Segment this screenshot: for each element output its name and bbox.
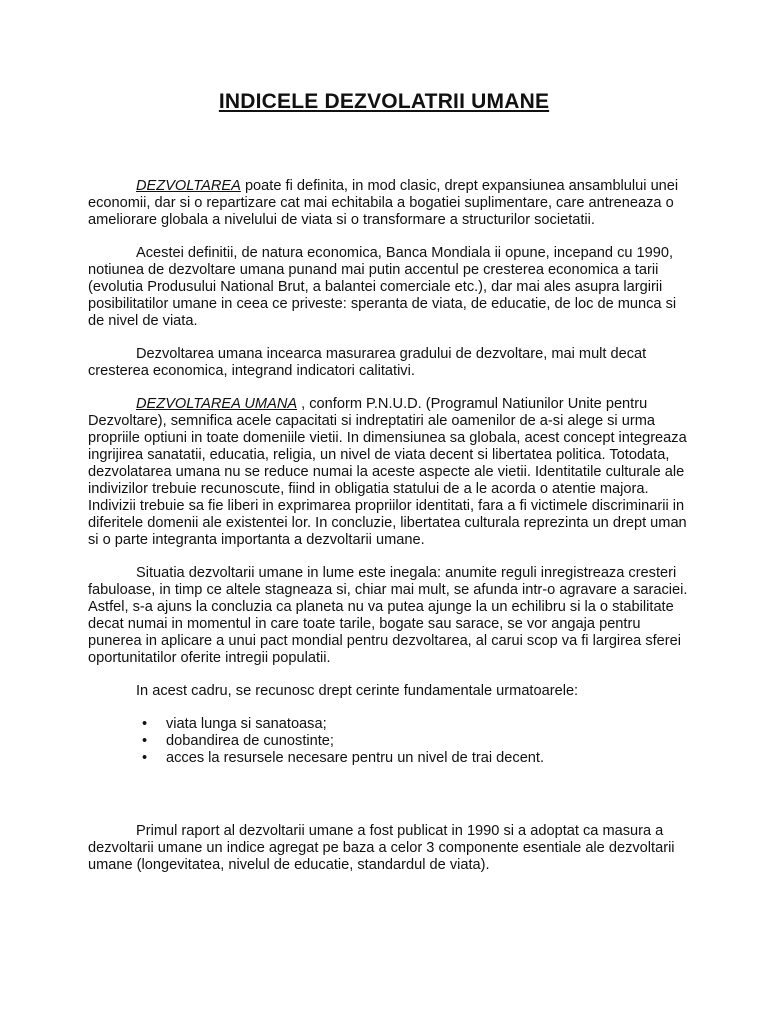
page-title: INDICELE DEZVOLATRII UMANE xyxy=(218,90,550,113)
term-dezvoltarea: DEZVOLTAREA xyxy=(136,178,241,194)
paragraph-cerinte-intro: In acest cadru, se recunosc drept cerinte fundamentale urmatoarele: xyxy=(136,683,579,699)
paragraph-dezvoltarea-umana xyxy=(88,396,688,549)
paragraph-text: poate fi definita, in mod clasic, drept expansiunea ansamblului unei economii, dar si o repartizare cat mai echitabila a bogatiei suplimentare, care antreneaza o ameliorare globala a nivelului de viata si o transformare a structurilor societatii. xyxy=(88,178,679,228)
document-body xyxy=(88,178,688,890)
list-item-text: acces la resursele necesare pentru un nivel de trai decent. xyxy=(166,750,545,766)
paragraph-banca-mondiala: Acestei definitii, de natura economica, Banca Mondiala ii opune, incepand cu 1990, notiunea de dezvoltare umana punand mai putin accentul pe cresterea economica a tarii (evolutia Produsului National Brut, a balantei comerciale etc.), dar mai ales asupra largirii posibilitatilor umane in ceea ce priveste: speranta de viata, de educatie, de loc de munca si de nivel de viata. xyxy=(88,245,677,329)
list-item xyxy=(88,733,688,750)
list-item xyxy=(88,716,688,733)
term-dezvoltarea-umana: DEZVOLTAREA UMANA xyxy=(136,396,298,412)
bullet-icon: • xyxy=(142,716,148,732)
paragraph-primul-raport: Primul raport al dezvoltarii umane a fost publicat in 1990 si a adoptat ca masura a dezvoltarii umane un indice agregat pe baza a celor 3 componente esentiale ale dezvoltarii umane (longevitatea, nivelul de educatie, standardul de viata). xyxy=(88,823,675,873)
paragraph-masurare: Dezvoltarea umana incearca masurarea gradului de dezvoltare, mai mult decat cresterea economica, integrand indicatori calitativi. xyxy=(88,346,647,379)
paragraph-situatia: Situatia dezvoltarii umane in lume este inegala: anumite reguli inregistreaza cresteri fabuloase, in timp ce altele stagneaza si, chiar mai mult, se afunda intr-o agravare a saraciei. Astfel, s-a ajuns la concluzia ca planeta nu va putea ajunge la un echilibru si la o stabilitate decat numai in momentul in care toate tarile, bogate sau sarace, se vor angaja pentru punerea in aplicare a unui pact mondial pentru dezvoltarea, al carui scop va fi largirea sferei oportunitatilor oferite intregii populatii. xyxy=(88,565,688,666)
bullet-icon: • xyxy=(142,733,148,749)
bullet-icon: • xyxy=(142,750,148,766)
paragraph-dezvoltarea xyxy=(88,178,688,229)
list-item-text: viata lunga si sanatoasa; xyxy=(166,716,327,732)
list-item xyxy=(88,750,688,767)
spacer xyxy=(88,783,688,823)
requirements-list xyxy=(88,716,688,767)
paragraph-text: , conform P.N.U.D. (Programul Natiunilor Unite pentru Dezvoltare), semnifica acele capacitati si indreptatiri ale oamenilor de a-si alege si urma propriile optiuni in toate domeniile vietii. In dimensiunea sa globala, acest concept integreaza ingrijirea sanatatii, educatia, religia, un nivel de viata decent si libertatea politica. Totodata, dezvolatarea umana nu se reduce numai la aceste aspecte ale vietii. Identitatile culturale ale indivizilor trebuie recunoscute, fiind in obligatia statului de a le acorda o atentie majora. Indivizii trebuie sa fie liberi in exprimarea propriilor identitati, fara a fi victimele discriminarii in diferitele domenii ale existentei lor. In concluzie, libertatea culturala reprezinta un drept uman si o parte integranta importanta a dezvoltarii umane. xyxy=(88,396,687,548)
list-item-text: dobandirea de cunostinte; xyxy=(166,733,334,749)
